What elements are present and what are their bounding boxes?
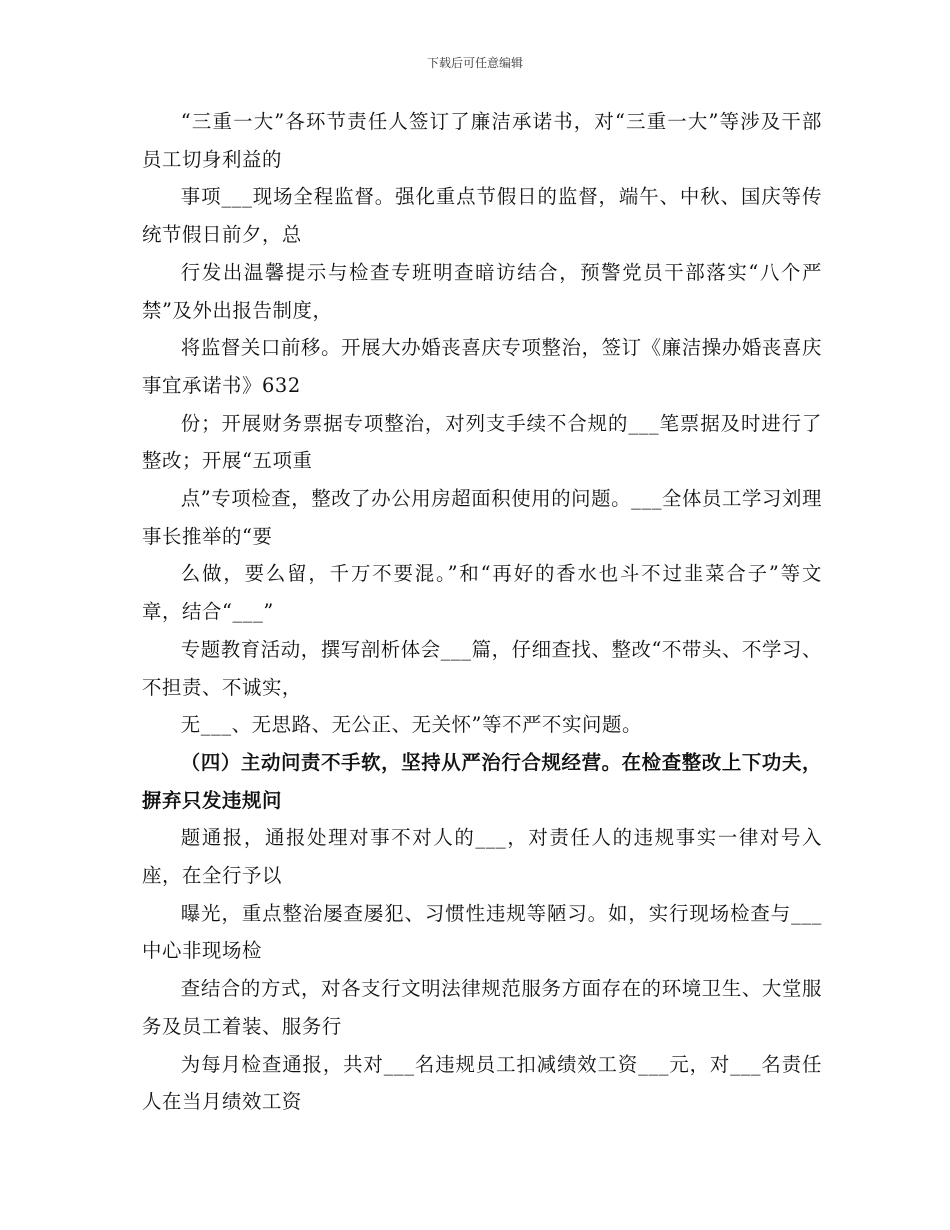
paragraph-line: 号入座，在全行予以 [142, 826, 822, 888]
section-heading [142, 744, 822, 819]
paragraph-line: 进行了整改；开展“五项重 [142, 411, 822, 473]
paragraph-line: “三重一大”各环节责任人签订了廉洁承诺书，对“三重一大” [180, 110, 720, 133]
paragraph-line: 婚丧喜庆事宜承诺书》632 [142, 336, 822, 397]
paragraph [142, 254, 822, 329]
paragraph-line: 么做，要么留，千万不要混。”和“再好的香水也斗不过韭菜合 [180, 562, 748, 586]
paragraph-line: 子”等文章，结合“___” [142, 562, 822, 624]
paragraph [142, 631, 822, 706]
heading-line: 下功夫，摒弃只发违规问 [142, 750, 822, 812]
paragraph [142, 895, 822, 970]
paragraph-line: 不学习、不担责、不诚实， [142, 637, 823, 699]
paragraph [142, 819, 822, 894]
paragraph-line: 无___、无思路、无公正、无关怀”等不严不实问题。 [180, 713, 642, 737]
paragraph [142, 480, 822, 555]
paragraph-line: 题通报，通报处理对事不对人的___，对责任人的违规事实一律对 [180, 826, 781, 850]
paragraph-line: 行发出温馨提示与检查专班明查暗访结合，预警党员干部落实 [180, 260, 749, 284]
paragraph-line: 查结合的方式，对各支行文明法律规范服务方面存在的环境卫生、 [180, 977, 762, 1001]
paragraph [142, 405, 822, 480]
paragraph [142, 555, 822, 630]
paragraph-line: 将监督关口前移。开展大办婚丧喜庆专项整治，签订《廉洁操办 [180, 336, 742, 360]
paragraph-line: 查与___中心非现场检 [142, 901, 822, 963]
paragraph-line: 大堂服务及员工着装、服务行 [142, 977, 822, 1038]
paragraph [142, 329, 822, 404]
paragraph-line: 曝光，重点整治屡查屡犯、习惯性违规等陋习。如，实行现场检 [180, 901, 751, 925]
paragraph-line: “八个严禁”及外出报告制度， [142, 260, 822, 322]
paragraph-line: 点”专项检查，整改了办公用房超面积使用的问题。___全体员工 [180, 487, 743, 511]
paragraph-line: 事项___现场全程监督。强化重点节假日的监督，端午、中秋、国 [180, 185, 762, 209]
paragraph [142, 178, 822, 253]
document-body [142, 103, 822, 1121]
paragraph-line: 等涉及干部员工切身利益的 [142, 110, 823, 171]
paragraph [142, 706, 822, 744]
page-header: 下载后可任意编辑 [426, 56, 523, 70]
paragraph-line: 庆等传统节假日前夕，总 [142, 185, 822, 247]
heading-line: （四）主动问责不手软，坚持从严治行合规经营。在检查整改上 [180, 750, 742, 774]
paragraph-line: 专题教育活动，撰写剖析体会___篇，仔细查找、整改“不带头、 [180, 637, 743, 661]
paragraph [142, 103, 822, 178]
paragraph-line: 学习刘理事长推举的“要 [142, 487, 823, 548]
paragraph [142, 970, 822, 1045]
paragraph [142, 1046, 822, 1121]
paragraph-line: 名责任人在当月绩效工资 [142, 1052, 822, 1114]
paragraph-line: 为每月检查通报，共对___名违规员工扣减绩效工资___元，对___ [180, 1052, 762, 1076]
paragraph-line: 份；开展财务票据专项整治，对列支手续不合规的___笔票据及时 [180, 411, 762, 435]
